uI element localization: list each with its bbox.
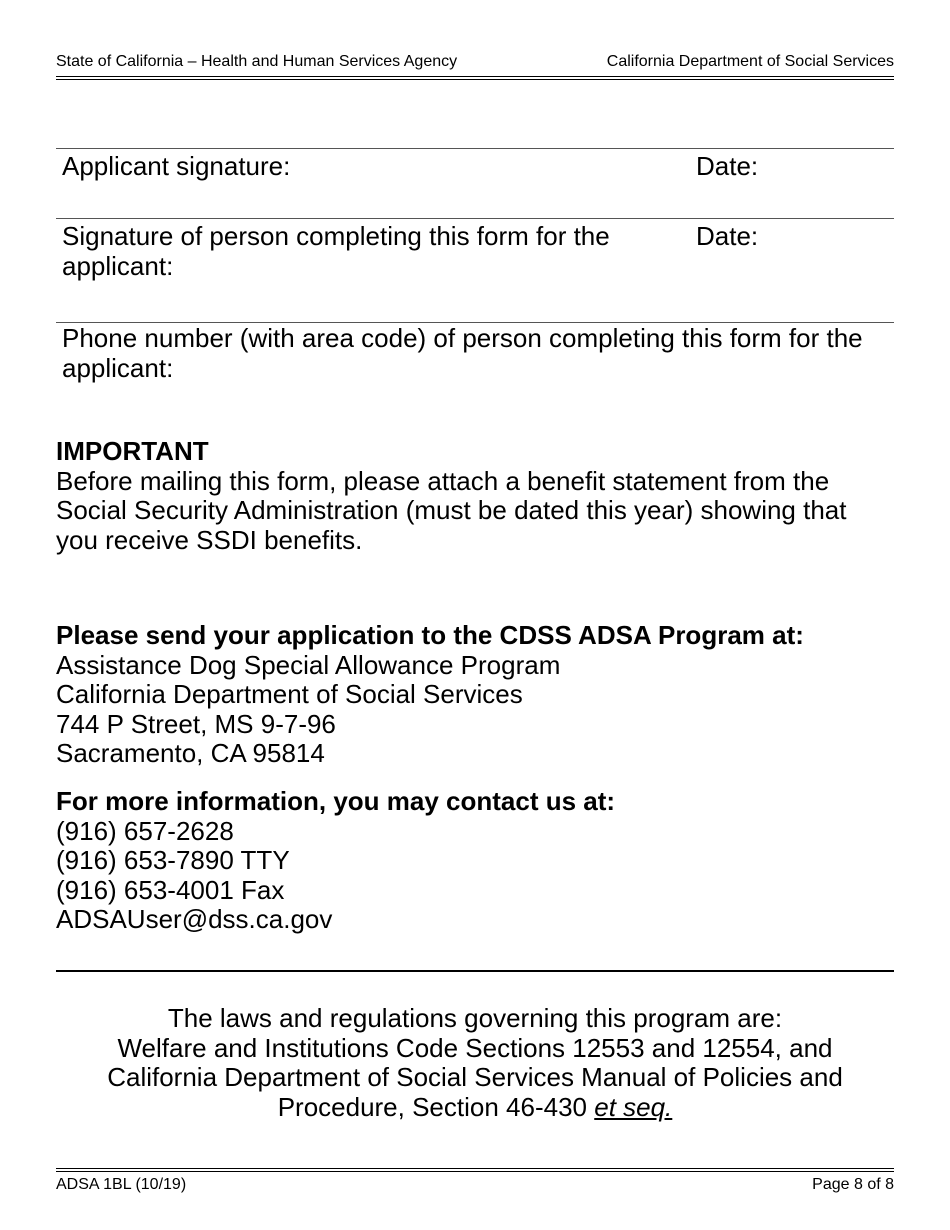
applicant-signature-label: Applicant signature: (62, 151, 291, 181)
contact-section (56, 787, 894, 935)
applicant-signature-field[interactable] (56, 148, 894, 219)
contact-fax: (916) 653-4001 Fax (56, 874, 285, 905)
preparer-phone-field[interactable] (56, 322, 894, 403)
preparer-signature-label: Signature of person completing this form for the applicant: (62, 221, 610, 281)
laws-line: The laws and regulations governing this program are: (167, 1003, 783, 1033)
important-text: Before mailing this form, please attach a benefit statement from the Social Security Administration (must be dated this year) showing that you receive SSDI benefits. (56, 465, 847, 555)
address-line: Assistance Dog Special Allowance Program (56, 649, 561, 680)
agency-name: State of California – Health and Human Services Agency (56, 53, 458, 70)
preparer-date-label: Date: (696, 221, 759, 251)
laws-line (56, 1093, 894, 1123)
laws-line: Welfare and Institutions Code Sections 12553 and 12554, and (117, 1032, 833, 1063)
address-line: Sacramento, CA 95814 (56, 738, 325, 768)
important-heading: IMPORTANT (56, 436, 209, 466)
preparer-signature-field[interactable] (56, 218, 894, 323)
laws-line: California Department of Social Services Manual of Policies and (107, 1062, 843, 1092)
preparer-phone-label: Phone number (with area code) of person completing this form for the applicant: (62, 323, 863, 383)
contact-heading: For more information, you may contact us at: (56, 786, 616, 816)
contact-email[interactable]: ADSAUser@dss.ca.gov (56, 904, 333, 934)
mailing-section (56, 621, 894, 769)
footer-divider (56, 1168, 894, 1172)
header-divider (56, 76, 894, 80)
contact-phone: (916) 657-2628 (56, 815, 234, 846)
page-header (56, 52, 894, 72)
important-section (56, 437, 894, 555)
address-line: 744 P Street, MS 9-7-96 (56, 708, 336, 739)
applicant-date-label: Date: (696, 151, 759, 181)
mailing-heading: Please send your application to the CDSS ADSA Program at: (56, 620, 804, 650)
department-name: California Department of Social Services (606, 53, 894, 70)
contact-tty: (916) 653-7890 TTY (56, 845, 290, 875)
address-line: California Department of Social Services (56, 679, 523, 709)
form-id: ADSA 1BL (10/19) (56, 1176, 187, 1193)
et-seq: et seq. (594, 1091, 673, 1122)
laws-line-prefix: Procedure, Section 46-430 (277, 1091, 587, 1122)
section-divider (56, 970, 894, 972)
page-number: Page 8 of 8 (812, 1176, 894, 1193)
laws-section (56, 1004, 894, 1122)
page-footer (56, 1175, 894, 1195)
